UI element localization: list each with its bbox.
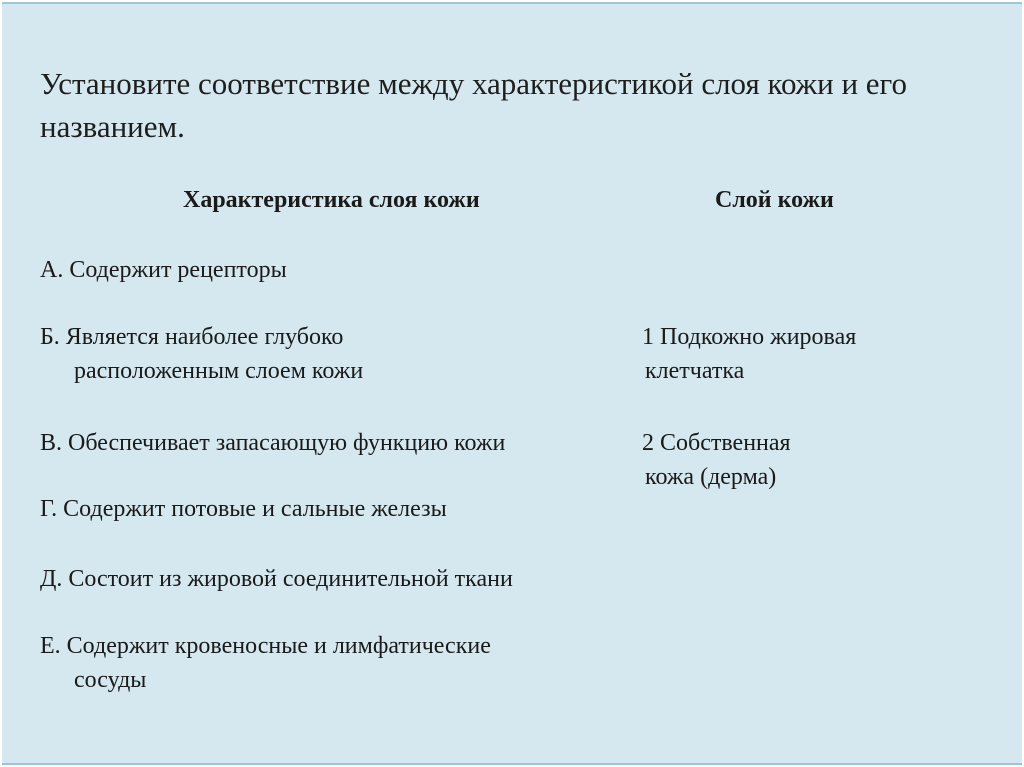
characteristic-item-d [40, 562, 630, 596]
characteristic-item-text: В. Обеспечивает запасающую функцию кожи [40, 430, 506, 456]
layer-option-1 [642, 320, 972, 388]
layer-option-2 [642, 426, 972, 494]
characteristic-item-text: Е. Содержит кровеносные и лимфатические [40, 633, 491, 659]
characteristic-item-a [40, 253, 630, 287]
characteristic-item-text: Г. Содержит потовые и сальные железы [40, 496, 447, 522]
layer-option-text: 2 Собственная [642, 430, 791, 456]
layer-option-continuation: клетчатка [645, 358, 745, 384]
characteristic-item-continuation: расположенным слоем кожи [74, 358, 364, 384]
characteristic-item-text: Д. Состоит из жировой соединительной ткани [40, 566, 513, 592]
characteristic-item-text: Б. Является наиболее глубоко [40, 324, 344, 350]
slide-bottom-border [2, 763, 1022, 765]
task-title: Установите соответствие между характеристикой слоя кожи и его названием. [40, 66, 907, 144]
characteristic-item-e [40, 629, 630, 697]
characteristic-column-header: Характеристика слоя кожи [183, 187, 480, 213]
layer-option-continuation: кожа (дерма) [645, 464, 777, 490]
layer-column-header: Слой кожи [715, 187, 834, 213]
slide [2, 2, 1022, 765]
slide-top-border [2, 2, 1022, 4]
characteristic-item-continuation: сосуды [74, 667, 147, 693]
layer-option-text: 1 Подкожно жировая [642, 324, 857, 350]
characteristic-item-b [40, 320, 630, 388]
characteristic-item-v [40, 426, 630, 460]
characteristic-item-g [40, 492, 630, 526]
characteristic-item-text: А. Содержит рецепторы [40, 257, 287, 283]
